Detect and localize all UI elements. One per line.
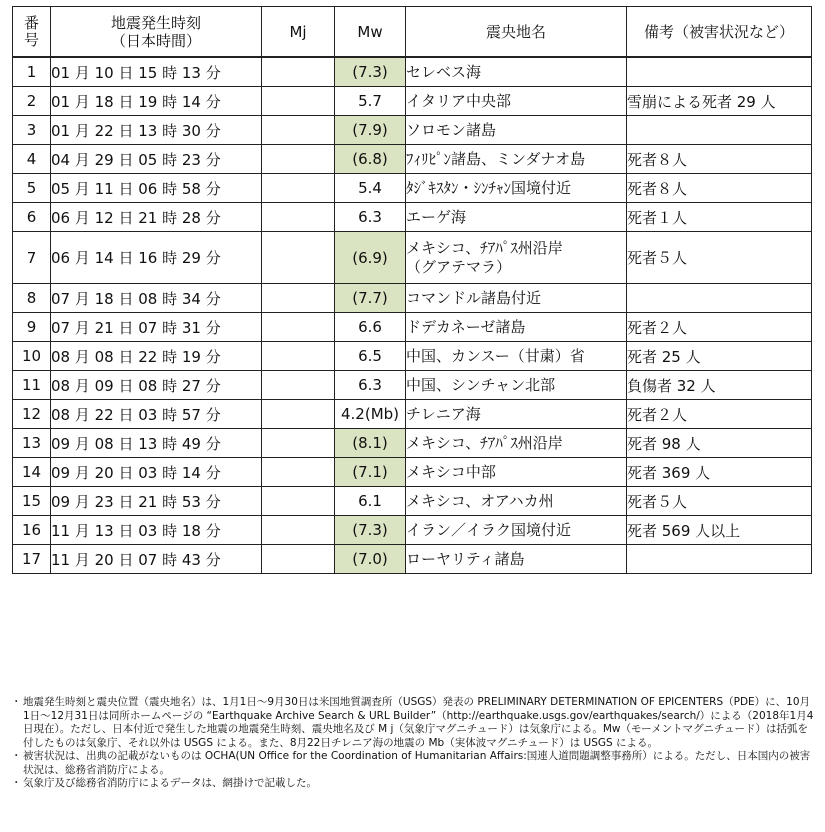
- row-remarks: 死者 25 人: [627, 342, 812, 371]
- row-remarks: 死者 98 人: [627, 429, 812, 458]
- row-remarks: 死者２人: [627, 400, 812, 429]
- row-datetime: 01 月 22 日 13 時 30 分: [51, 116, 262, 145]
- row-number: 15: [13, 487, 51, 516]
- row-number: 16: [13, 516, 51, 545]
- row-mw: 6.3: [335, 203, 406, 232]
- row-remarks: 負傷者 32 人: [627, 371, 812, 400]
- row-remarks: 雪崩による死者 29 人: [627, 87, 812, 116]
- row-epicenter: [406, 232, 627, 284]
- row-datetime: 07 月 18 日 08 時 34 分: [51, 284, 262, 313]
- header-number-line1: 番: [23, 13, 39, 32]
- footnotes: [14, 696, 814, 791]
- row-remarks: 死者２人: [627, 313, 812, 342]
- row-mj: [262, 487, 335, 516]
- header-datetime: [51, 7, 262, 58]
- row-epicenter-line: メキシコ、ﾁｱﾊﾟｽ州沿岸: [406, 238, 563, 257]
- table-row: [13, 400, 812, 429]
- header-mj: Mj: [262, 7, 335, 58]
- row-mj: [262, 116, 335, 145]
- row-datetime: 08 月 22 日 03 時 57 分: [51, 400, 262, 429]
- row-number: 1: [13, 57, 51, 87]
- row-epicenter: コマンドル諸島付近: [406, 284, 627, 313]
- row-datetime: 01 月 10 日 15 時 13 分: [51, 57, 262, 87]
- row-mj: [262, 371, 335, 400]
- table-row: [13, 145, 812, 174]
- row-number: 11: [13, 371, 51, 400]
- row-mw: 6.5: [335, 342, 406, 371]
- row-number: 6: [13, 203, 51, 232]
- table-row: [13, 545, 812, 574]
- row-number: 13: [13, 429, 51, 458]
- table-row: [13, 458, 812, 487]
- header-remarks: 備考（被害状況など）: [627, 7, 812, 58]
- row-epicenter: セレベス海: [406, 57, 627, 87]
- table-row: [13, 116, 812, 145]
- row-mw: (7.1): [335, 458, 406, 487]
- row-number: 7: [13, 232, 51, 284]
- row-datetime: 01 月 18 日 19 時 14 分: [51, 87, 262, 116]
- row-epicenter: メキシコ、オアハカ州: [406, 487, 627, 516]
- row-remarks: 死者８人: [627, 174, 812, 203]
- table-row: [13, 342, 812, 371]
- row-number: 5: [13, 174, 51, 203]
- row-number: 12: [13, 400, 51, 429]
- header-number: [13, 7, 51, 58]
- row-mw: (7.3): [335, 57, 406, 87]
- row-mj: [262, 57, 335, 87]
- row-epicenter: 中国、カンスー（甘粛）省: [406, 342, 627, 371]
- row-epicenter: ﾀｼﾞｷｽﾀﾝ・ｼﾝﾁｬﾝ国境付近: [406, 174, 627, 203]
- row-number: 2: [13, 87, 51, 116]
- row-mw: 5.7: [335, 87, 406, 116]
- row-mw: (6.8): [335, 145, 406, 174]
- row-mj: [262, 458, 335, 487]
- row-number: 17: [13, 545, 51, 574]
- footnote-damage: ・ 被害状況は、出典の記載がないものは OCHA(UN Office for the Coordination of Humanitarian Affairs:国連人道問題調整事務所）による。ただし、日本国内の被害状況は、総務省消防庁による。: [14, 750, 814, 777]
- table-row: [13, 232, 812, 284]
- row-number: 4: [13, 145, 51, 174]
- row-mw: 6.3: [335, 371, 406, 400]
- row-epicenter: メキシコ中部: [406, 458, 627, 487]
- table-row: [13, 429, 812, 458]
- row-mw: (8.1): [335, 429, 406, 458]
- row-epicenter: ローヤリティ諸島: [406, 545, 627, 574]
- row-datetime: 08 月 09 日 08 時 27 分: [51, 371, 262, 400]
- table-row: [13, 87, 812, 116]
- row-number: 10: [13, 342, 51, 371]
- header-mw: Mw: [335, 7, 406, 58]
- footnote-sources: ・ 地震発生時刻と震央位置（震央地名）は、1月1日～9月30日は米国地質調査所（USGS）発表の PRELIMINARY DETERMINATION OF EPICENTERS（PDE）に、10月1日～12月31日は同所ホームページの “Earthquake Archive Search & URL Builder”（http://earthquake.usgs.gov/earthquakes/search/）による（2018年1月4日現在）。ただし、日本付近で発生した地震の地震発生時刻、震央地名及び M j（気象庁マグニチュード）は気象庁による。Mw（モーメントマグニチュード）は括弧を付したものは気象庁、それ以外は USGS による。また、8月22日チレニア海の地震の Mb（実体波マグニチュード）は USGS による。: [14, 696, 814, 750]
- row-mj: [262, 516, 335, 545]
- row-number: 8: [13, 284, 51, 313]
- row-remarks: 死者５人: [627, 232, 812, 284]
- row-mj: [262, 174, 335, 203]
- row-epicenter: チレニア海: [406, 400, 627, 429]
- row-epicenter: イラン／イラク国境付近: [406, 516, 627, 545]
- row-mj: [262, 284, 335, 313]
- row-remarks: [627, 116, 812, 145]
- earthquake-table: [12, 6, 812, 574]
- row-remarks: 死者１人: [627, 203, 812, 232]
- row-mw: (7.7): [335, 284, 406, 313]
- row-mw: (7.9): [335, 116, 406, 145]
- row-epicenter-line: （グアテマラ）: [406, 257, 512, 276]
- row-epicenter: ソロモン諸島: [406, 116, 627, 145]
- row-datetime: 04 月 29 日 05 時 23 分: [51, 145, 262, 174]
- row-remarks: 死者８人: [627, 145, 812, 174]
- row-number: 9: [13, 313, 51, 342]
- row-datetime: 09 月 23 日 21 時 53 分: [51, 487, 262, 516]
- row-mw: 5.4: [335, 174, 406, 203]
- row-mj: [262, 145, 335, 174]
- footnote-shading: ・ 気象庁及び総務省消防庁によるデータは、網掛けで記載した。: [14, 777, 814, 791]
- row-epicenter: メキシコ、ﾁｱﾊﾟｽ州沿岸: [406, 429, 627, 458]
- row-mj: [262, 203, 335, 232]
- table-header-row: [13, 7, 812, 58]
- row-datetime: 11 月 20 日 07 時 43 分: [51, 545, 262, 574]
- row-remarks: 死者５人: [627, 487, 812, 516]
- row-datetime: 06 月 12 日 21 時 28 分: [51, 203, 262, 232]
- header-datetime-line2: （日本時間）: [110, 31, 201, 50]
- row-mj: [262, 342, 335, 371]
- table-row: [13, 284, 812, 313]
- row-mw: (6.9): [335, 232, 406, 284]
- header-number-line2: 号: [23, 30, 39, 49]
- row-remarks: [627, 57, 812, 87]
- table-row: [13, 57, 812, 87]
- row-mj: [262, 429, 335, 458]
- row-epicenter: ﾌｨﾘﾋﾟﾝ諸島、ミンダナオ島: [406, 145, 627, 174]
- row-remarks: 死者 569 人以上: [627, 516, 812, 545]
- table-row: [13, 371, 812, 400]
- table-row: [13, 516, 812, 545]
- row-epicenter: ドデカネーゼ諸島: [406, 313, 627, 342]
- row-epicenter: エーゲ海: [406, 203, 627, 232]
- table-row: [13, 313, 812, 342]
- row-mw: (7.3): [335, 516, 406, 545]
- row-datetime: 09 月 20 日 03 時 14 分: [51, 458, 262, 487]
- row-mj: [262, 87, 335, 116]
- row-remarks: [627, 545, 812, 574]
- table-row: [13, 487, 812, 516]
- row-epicenter: イタリア中央部: [406, 87, 627, 116]
- row-datetime: 05 月 11 日 06 時 58 分: [51, 174, 262, 203]
- row-epicenter: 中国、シンチャン北部: [406, 371, 627, 400]
- row-number: 14: [13, 458, 51, 487]
- row-number: 3: [13, 116, 51, 145]
- row-mw: 6.1: [335, 487, 406, 516]
- row-mj: [262, 400, 335, 429]
- row-mj: [262, 313, 335, 342]
- header-epicenter: 震央地名: [406, 7, 627, 58]
- row-datetime: 06 月 14 日 16 時 29 分: [51, 232, 262, 284]
- header-datetime-line1: 地震発生時刻: [110, 13, 201, 32]
- row-datetime: 07 月 21 日 07 時 31 分: [51, 313, 262, 342]
- row-datetime: 11 月 13 日 03 時 18 分: [51, 516, 262, 545]
- row-mw: 4.2(Mb): [335, 400, 406, 429]
- row-datetime: 08 月 08 日 22 時 19 分: [51, 342, 262, 371]
- table-row: [13, 203, 812, 232]
- row-datetime: 09 月 08 日 13 時 49 分: [51, 429, 262, 458]
- table-row: [13, 174, 812, 203]
- row-mw: 6.6: [335, 313, 406, 342]
- row-remarks: 死者 369 人: [627, 458, 812, 487]
- row-mj: [262, 232, 335, 284]
- row-mj: [262, 545, 335, 574]
- table-body: [13, 57, 812, 574]
- row-remarks: [627, 284, 812, 313]
- row-mw: (7.0): [335, 545, 406, 574]
